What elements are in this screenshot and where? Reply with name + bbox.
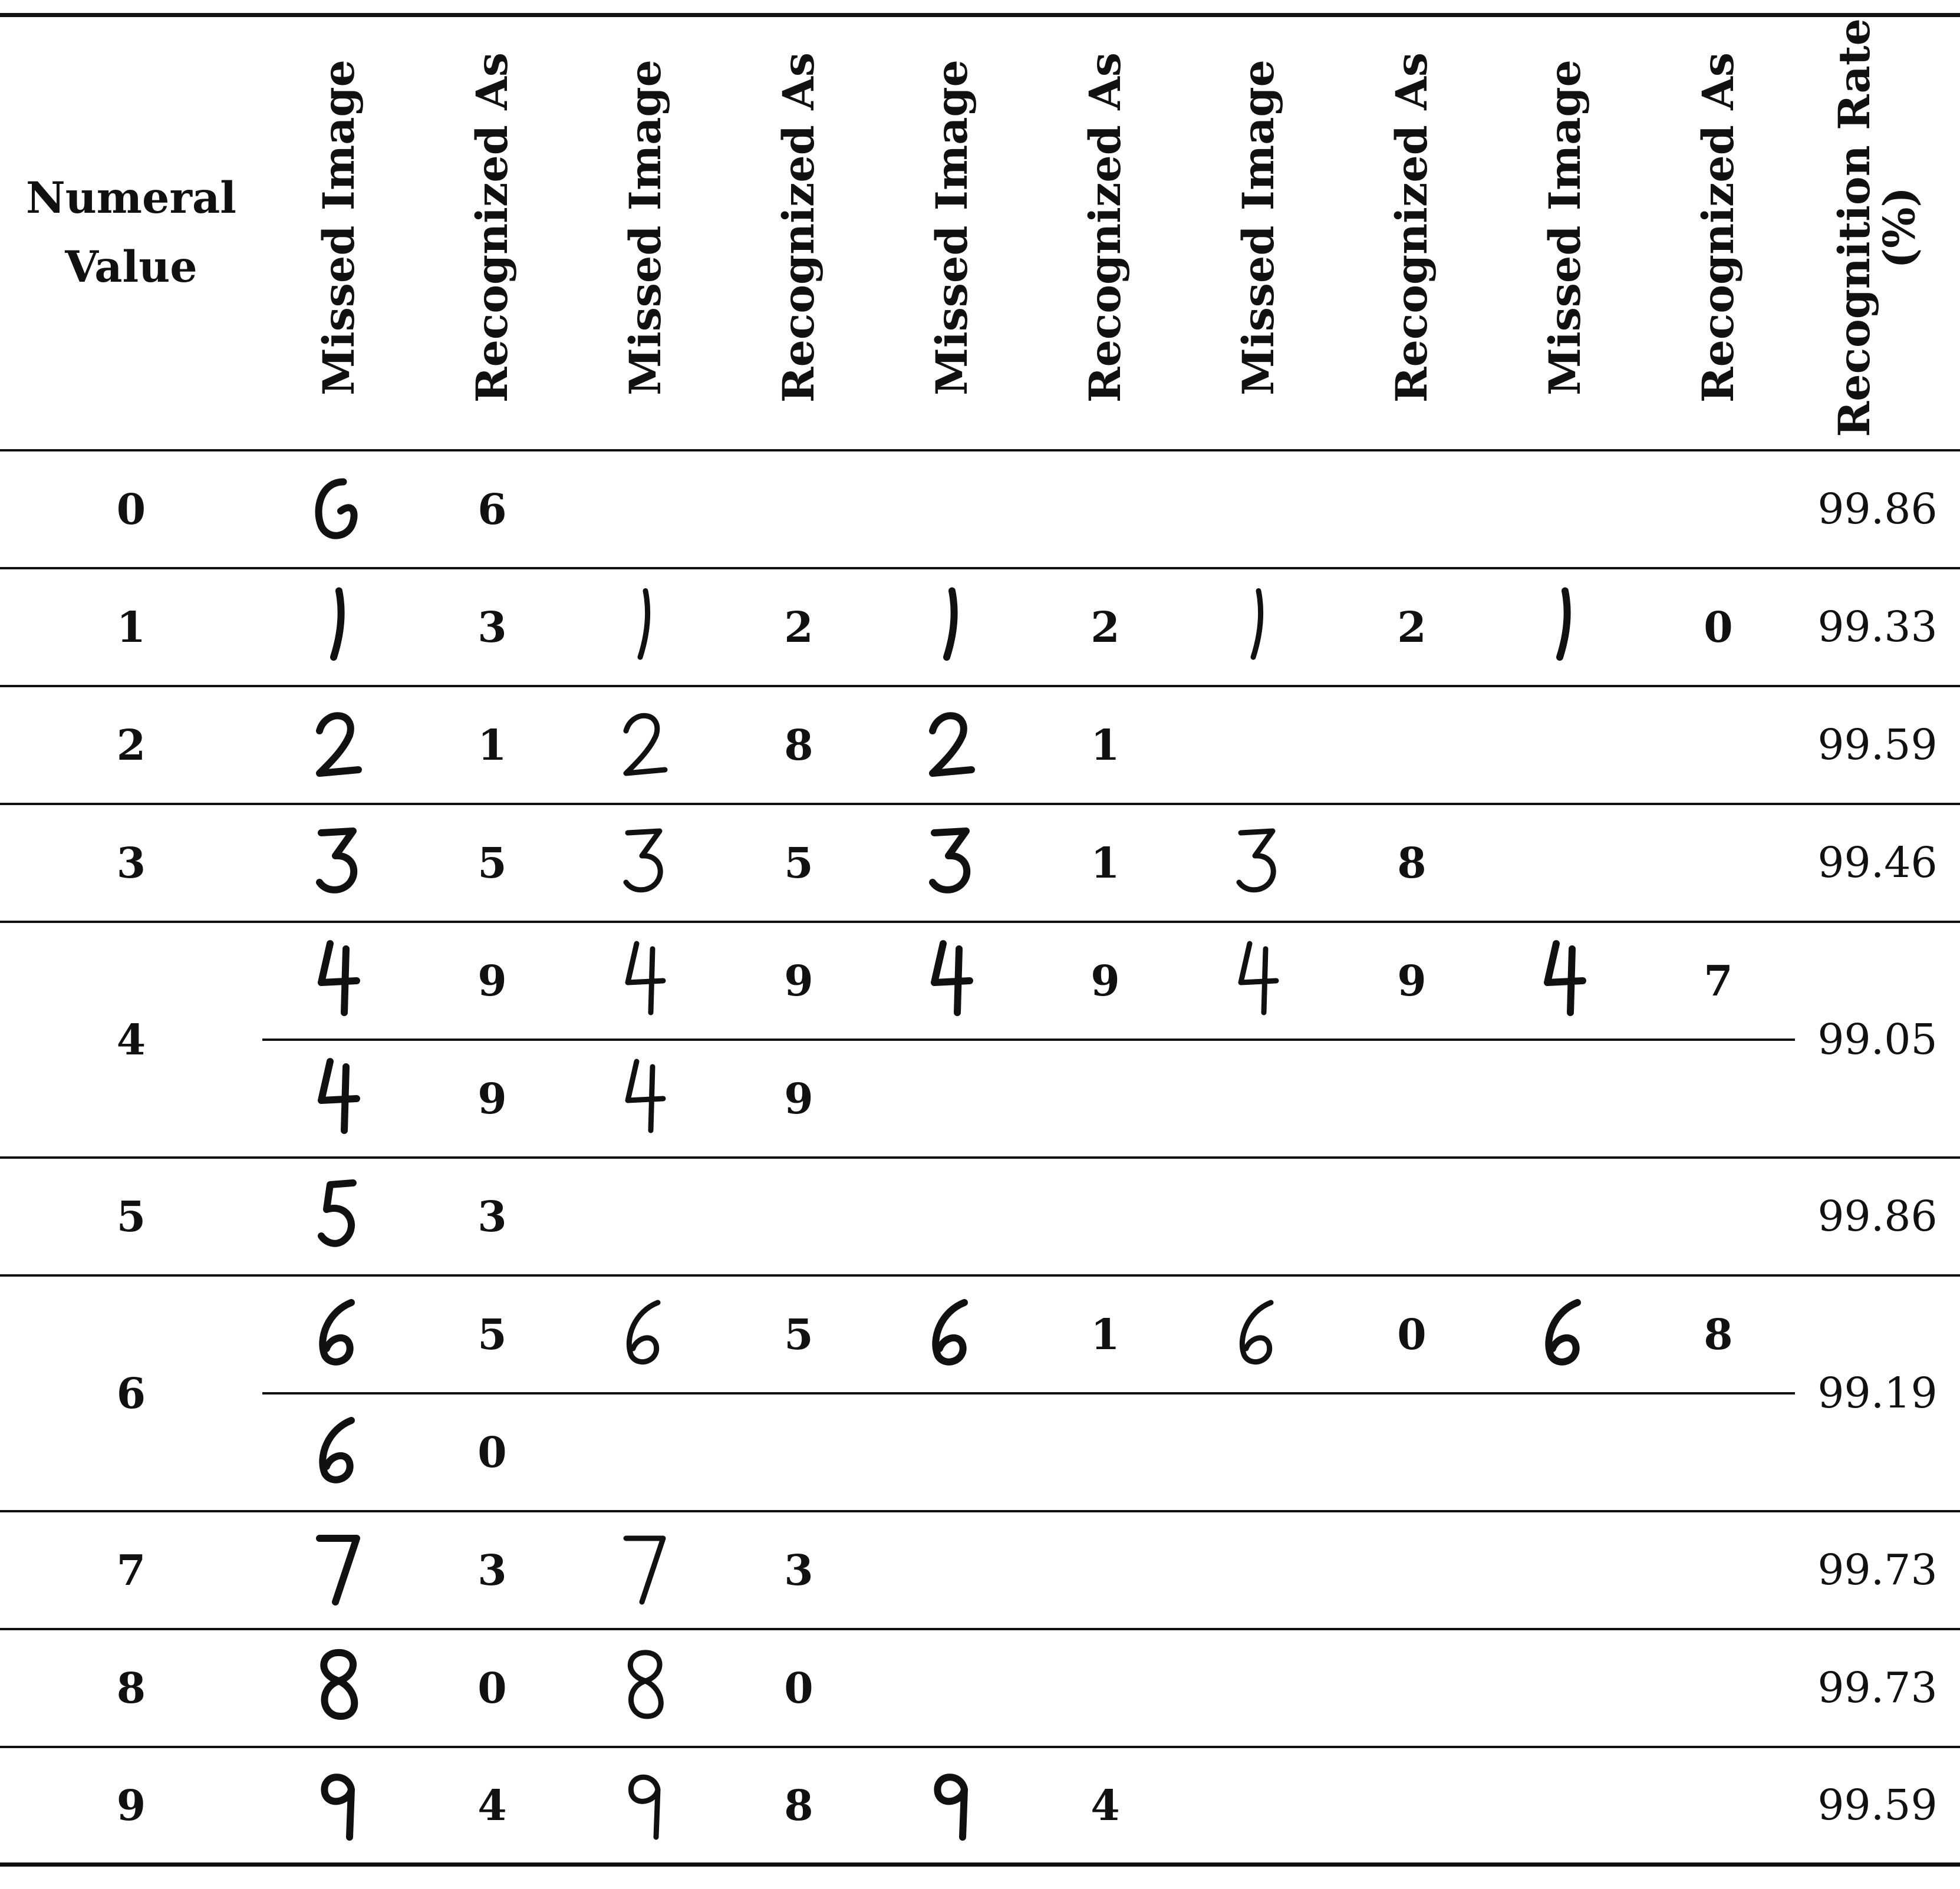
handwritten-digit-image bbox=[908, 695, 996, 784]
missed-image-cell bbox=[569, 922, 722, 1040]
numeral-value-cell: 3 bbox=[0, 804, 262, 922]
header-recognized-label: Recognized As bbox=[1079, 52, 1131, 403]
header-recognized-label: Recognized As bbox=[466, 52, 518, 403]
table-row bbox=[0, 804, 1960, 922]
recognized-as-cell: 8 bbox=[722, 686, 875, 804]
digit-stroke bbox=[324, 1653, 354, 1716]
digit-stroke bbox=[933, 831, 967, 890]
digit-stroke bbox=[1560, 591, 1567, 658]
recognized-as-cell: 5 bbox=[722, 1275, 875, 1393]
missed-image-cell bbox=[262, 1747, 416, 1865]
handwritten-digit-image bbox=[295, 1285, 383, 1373]
empty-cell bbox=[1642, 1393, 1795, 1511]
recognized-as-cell: 9 bbox=[416, 922, 569, 1040]
recognized-as-cell: 5 bbox=[416, 804, 569, 922]
handwritten-digit-image bbox=[601, 1756, 690, 1844]
recognized-as-cell: 8 bbox=[722, 1747, 875, 1865]
missed-image-cell bbox=[262, 1275, 416, 1393]
recognized-as-cell: 5 bbox=[416, 1275, 569, 1393]
handwritten-digit-image bbox=[295, 1167, 383, 1255]
empty-cell bbox=[722, 450, 875, 568]
digit-stroke bbox=[628, 1061, 663, 1130]
empty-cell bbox=[1182, 1629, 1335, 1747]
empty-cell bbox=[569, 1158, 722, 1275]
digit-stroke bbox=[319, 1538, 357, 1602]
header-recognition-rate bbox=[1795, 15, 1960, 450]
handwritten-digit-image bbox=[295, 1639, 383, 1727]
table-row bbox=[0, 450, 1960, 568]
empty-cell bbox=[1335, 1511, 1488, 1629]
empty-cell bbox=[1488, 450, 1642, 568]
missed-image-cell bbox=[569, 1629, 722, 1747]
empty-cell bbox=[1642, 450, 1795, 568]
recognized-as-cell: 0 bbox=[416, 1393, 569, 1511]
recognized-as-cell: 6 bbox=[416, 450, 569, 568]
numeral-value-cell: 0 bbox=[0, 450, 262, 568]
missed-image-cell bbox=[262, 1393, 416, 1511]
header-recognized-as-5 bbox=[1642, 15, 1795, 450]
handwritten-digit-image bbox=[601, 578, 690, 666]
missed-image-cell bbox=[262, 922, 416, 1040]
empty-cell bbox=[875, 1629, 1029, 1747]
recognized-as-cell: 2 bbox=[722, 568, 875, 686]
handwritten-digit-image bbox=[601, 695, 690, 784]
recognized-as-cell: 2 bbox=[1335, 568, 1488, 686]
digit-stroke bbox=[322, 1420, 351, 1480]
digit-stroke bbox=[1549, 1303, 1577, 1362]
recognized-as-cell: 3 bbox=[416, 1511, 569, 1629]
missed-image-cell bbox=[1182, 568, 1335, 686]
recognition-rate-cell: 99.33 bbox=[1795, 568, 1960, 686]
handwritten-digit-image bbox=[1521, 578, 1609, 666]
empty-cell bbox=[1488, 1747, 1642, 1865]
empty-cell bbox=[1642, 1040, 1795, 1158]
digit-stroke bbox=[1242, 1303, 1271, 1362]
empty-cell bbox=[1335, 1158, 1488, 1275]
empty-cell bbox=[1488, 804, 1642, 922]
header-recognized-label: Recognized As bbox=[1386, 52, 1437, 403]
digit-stroke bbox=[947, 591, 954, 658]
recognized-as-cell: 3 bbox=[722, 1511, 875, 1629]
table-row bbox=[0, 1747, 1960, 1865]
empty-cell bbox=[1642, 804, 1795, 922]
numeral-value-cell: 5 bbox=[0, 1158, 262, 1275]
empty-cell bbox=[1029, 1158, 1182, 1275]
handwritten-digit-image bbox=[908, 813, 996, 902]
digit-stroke bbox=[937, 1778, 964, 1838]
digit-stroke bbox=[933, 716, 971, 773]
handwritten-digit-image bbox=[295, 931, 383, 1020]
recognized-as-cell: 1 bbox=[416, 686, 569, 804]
missed-image-cell bbox=[1182, 922, 1335, 1040]
empty-cell bbox=[1182, 686, 1335, 804]
missed-image-cell bbox=[1182, 804, 1335, 922]
header-missed-image-5 bbox=[1488, 15, 1642, 450]
empty-cell bbox=[1182, 1393, 1335, 1511]
missed-image-cell bbox=[569, 1040, 722, 1158]
missed-image-cell bbox=[262, 1629, 416, 1747]
digit-stroke bbox=[321, 944, 357, 1013]
missed-image-cell bbox=[569, 686, 722, 804]
empty-cell bbox=[722, 1158, 875, 1275]
handwritten-digit-image bbox=[1214, 813, 1303, 902]
handwritten-digit-image bbox=[601, 813, 690, 902]
digit-stroke bbox=[1239, 831, 1273, 890]
missed-image-cell bbox=[262, 804, 416, 922]
header-missed-label: Missed Image bbox=[313, 60, 364, 396]
header-rate-label bbox=[1829, 18, 1925, 437]
header-numeral-value bbox=[0, 15, 262, 450]
recognition-rate-cell: 99.86 bbox=[1795, 450, 1960, 568]
header-missed-image-2 bbox=[569, 15, 722, 450]
missed-image-cell bbox=[1182, 1275, 1335, 1393]
header-row bbox=[0, 15, 1960, 450]
header-recognized-as-4 bbox=[1335, 15, 1488, 450]
missed-image-cell bbox=[262, 1040, 416, 1158]
empty-cell bbox=[1182, 1158, 1335, 1275]
header-recognized-as-2 bbox=[722, 15, 875, 450]
recognized-as-cell: 4 bbox=[416, 1747, 569, 1865]
missed-image-cell bbox=[569, 1511, 722, 1629]
missed-image-cell bbox=[875, 804, 1029, 922]
digit-stroke bbox=[319, 482, 354, 536]
handwritten-digit-image bbox=[295, 1756, 383, 1844]
recognized-as-cell: 5 bbox=[722, 804, 875, 922]
header-missed-label: Missed Image bbox=[1539, 60, 1590, 396]
digit-stroke bbox=[640, 591, 648, 658]
header-missed-image-1 bbox=[262, 15, 416, 450]
empty-cell bbox=[1182, 1040, 1335, 1158]
digit-stroke bbox=[1547, 944, 1583, 1013]
digit-stroke bbox=[322, 1303, 351, 1362]
empty-cell bbox=[569, 1393, 722, 1511]
digit-stroke bbox=[628, 944, 663, 1013]
empty-cell bbox=[1642, 1747, 1795, 1865]
handwritten-digit-image bbox=[601, 1049, 690, 1138]
recognized-as-cell: 4 bbox=[1029, 1747, 1182, 1865]
digit-stroke bbox=[321, 1061, 357, 1130]
empty-cell bbox=[1642, 1511, 1795, 1629]
digit-stroke bbox=[631, 1778, 658, 1838]
empty-cell bbox=[1488, 1393, 1642, 1511]
numeral-value-cell: 8 bbox=[0, 1629, 262, 1747]
header-missed-label: Missed Image bbox=[620, 60, 671, 396]
empty-cell bbox=[875, 1040, 1029, 1158]
empty-cell bbox=[1182, 450, 1335, 568]
handwritten-digit-image bbox=[601, 1285, 690, 1373]
recognized-as-cell: 9 bbox=[722, 922, 875, 1040]
empty-cell bbox=[1488, 686, 1642, 804]
empty-cell bbox=[1488, 1629, 1642, 1747]
recognition-rate-cell: 99.73 bbox=[1795, 1629, 1960, 1747]
digit-stroke bbox=[935, 1303, 964, 1362]
digit-stroke bbox=[319, 716, 358, 773]
numeral-value-cell: 1 bbox=[0, 568, 262, 686]
empty-cell bbox=[1642, 1158, 1795, 1275]
missed-image-cell bbox=[875, 568, 1029, 686]
recognized-as-cell: 1 bbox=[1029, 804, 1182, 922]
handwritten-digit-image bbox=[908, 1285, 996, 1373]
handwritten-digit-image bbox=[295, 813, 383, 902]
handwritten-digit-image bbox=[1521, 1285, 1609, 1373]
empty-cell bbox=[875, 1158, 1029, 1275]
header-missed-image-4 bbox=[1182, 15, 1335, 450]
table-row bbox=[0, 1040, 1960, 1158]
digit-stroke bbox=[324, 1778, 351, 1838]
numeral-value-cell: 2 bbox=[0, 686, 262, 804]
digit-stroke bbox=[629, 1303, 658, 1362]
table-row bbox=[0, 1629, 1960, 1747]
table-row bbox=[0, 1275, 1960, 1393]
header-rate-line1: Recognition Rate bbox=[1829, 18, 1880, 437]
header-numeral-line1: Numeral bbox=[26, 173, 236, 224]
missed-image-cell bbox=[262, 686, 416, 804]
digit-stroke bbox=[319, 831, 354, 890]
recognized-as-cell: 2 bbox=[1029, 568, 1182, 686]
header-missed-label: Missed Image bbox=[1233, 60, 1284, 396]
header-missed-label: Missed Image bbox=[926, 60, 977, 396]
handwritten-digit-image bbox=[908, 931, 996, 1020]
handwritten-digit-image bbox=[601, 1521, 690, 1609]
recognized-as-cell: 0 bbox=[1642, 568, 1795, 686]
recognized-as-cell: 8 bbox=[1642, 1275, 1795, 1393]
missed-image-cell bbox=[875, 922, 1029, 1040]
missed-image-cell bbox=[262, 1511, 416, 1629]
handwritten-digit-image bbox=[908, 1756, 996, 1844]
digit-stroke bbox=[626, 716, 665, 773]
table-header bbox=[0, 15, 1960, 450]
empty-cell bbox=[1488, 1158, 1642, 1275]
missed-image-cell bbox=[875, 686, 1029, 804]
recognition-rate-cell: 99.59 bbox=[1795, 1747, 1960, 1865]
missed-image-cell bbox=[1488, 568, 1642, 686]
numeral-value-cell: 7 bbox=[0, 1511, 262, 1629]
empty-cell bbox=[875, 1393, 1029, 1511]
handwritten-digit-image bbox=[1214, 578, 1303, 666]
recognized-as-cell: 0 bbox=[1335, 1275, 1488, 1393]
empty-cell bbox=[1642, 1629, 1795, 1747]
digit-stroke bbox=[934, 944, 970, 1013]
recognized-as-cell: 9 bbox=[722, 1040, 875, 1158]
header-recognized-label: Recognized As bbox=[1692, 52, 1744, 403]
recognized-as-cell: 9 bbox=[416, 1040, 569, 1158]
handwritten-digit-image bbox=[295, 460, 383, 548]
empty-cell bbox=[1029, 1393, 1182, 1511]
empty-cell bbox=[1335, 1393, 1488, 1511]
missed-image-cell bbox=[262, 1158, 416, 1275]
recognized-as-cell: 9 bbox=[1029, 922, 1182, 1040]
missed-image-cell bbox=[262, 568, 416, 686]
missed-image-cell bbox=[569, 1747, 722, 1865]
header-missed-image-3 bbox=[875, 15, 1029, 450]
empty-cell bbox=[1029, 1040, 1182, 1158]
empty-cell bbox=[1335, 1629, 1488, 1747]
recognized-as-cell: 9 bbox=[1335, 922, 1488, 1040]
empty-cell bbox=[1335, 686, 1488, 804]
recognized-as-cell: 3 bbox=[416, 1158, 569, 1275]
handwritten-digit-image bbox=[295, 695, 383, 784]
missed-images-table bbox=[0, 13, 1960, 1867]
missed-image-cell bbox=[262, 450, 416, 568]
missed-image-cell bbox=[569, 804, 722, 922]
numeral-value-cell: 4 bbox=[0, 922, 262, 1158]
empty-cell bbox=[569, 450, 722, 568]
numeral-value-cell: 9 bbox=[0, 1747, 262, 1865]
recognized-as-cell: 0 bbox=[722, 1629, 875, 1747]
missed-image-cell bbox=[569, 1275, 722, 1393]
empty-cell bbox=[875, 1511, 1029, 1629]
empty-cell bbox=[875, 450, 1029, 568]
header-rate-line2: (%) bbox=[1875, 187, 1925, 269]
digit-stroke bbox=[1253, 591, 1261, 658]
empty-cell bbox=[1182, 1747, 1335, 1865]
missed-image-cell bbox=[875, 1747, 1029, 1865]
handwritten-digit-image bbox=[295, 1521, 383, 1609]
digit-stroke bbox=[626, 1538, 663, 1602]
empty-cell bbox=[1488, 1511, 1642, 1629]
handwritten-digit-image bbox=[1521, 931, 1609, 1020]
digit-stroke bbox=[630, 1653, 661, 1716]
empty-cell bbox=[1029, 1511, 1182, 1629]
recognized-as-cell: 7 bbox=[1642, 922, 1795, 1040]
empty-cell bbox=[722, 1393, 875, 1511]
handwritten-digit-image bbox=[1214, 931, 1303, 1020]
empty-cell bbox=[1029, 1629, 1182, 1747]
handwritten-digit-image bbox=[295, 1403, 383, 1491]
missed-image-cell bbox=[1488, 1275, 1642, 1393]
recognition-rate-cell: 99.73 bbox=[1795, 1511, 1960, 1629]
recognized-as-cell: 8 bbox=[1335, 804, 1488, 922]
handwritten-digit-image bbox=[295, 578, 383, 666]
recognition-rate-cell: 99.46 bbox=[1795, 804, 1960, 922]
header-numeral-line2: Value bbox=[65, 242, 197, 293]
recognition-rate-cell: 99.86 bbox=[1795, 1158, 1960, 1275]
recognized-as-cell: 3 bbox=[416, 568, 569, 686]
header-recognized-as-1 bbox=[416, 15, 569, 450]
digit-stroke bbox=[1241, 944, 1276, 1013]
missed-image-cell bbox=[875, 1275, 1029, 1393]
table-row bbox=[0, 686, 1960, 804]
header-recognized-label: Recognized As bbox=[773, 52, 824, 403]
table-row bbox=[0, 1511, 1960, 1629]
empty-cell bbox=[1335, 1040, 1488, 1158]
header-recognized-as-3 bbox=[1029, 15, 1182, 450]
empty-cell bbox=[1335, 1747, 1488, 1865]
empty-cell bbox=[1335, 450, 1488, 568]
handwritten-digit-image bbox=[1214, 1285, 1303, 1373]
empty-cell bbox=[1182, 1511, 1335, 1629]
table-row bbox=[0, 922, 1960, 1040]
recognition-rate-cell: 99.19 bbox=[1795, 1275, 1960, 1511]
table-row bbox=[0, 568, 1960, 686]
empty-cell bbox=[1029, 450, 1182, 568]
recognition-rate-cell: 99.05 bbox=[1795, 922, 1960, 1158]
digit-stroke bbox=[321, 1183, 353, 1244]
handwritten-digit-image bbox=[908, 578, 996, 666]
table-body bbox=[0, 450, 1960, 1865]
digit-stroke bbox=[626, 831, 660, 890]
handwritten-digit-image bbox=[295, 1049, 383, 1138]
missed-image-cell bbox=[569, 568, 722, 686]
digit-stroke bbox=[334, 591, 341, 658]
table-row bbox=[0, 1393, 1960, 1511]
recognized-as-cell: 1 bbox=[1029, 686, 1182, 804]
empty-cell bbox=[1488, 1040, 1642, 1158]
recognition-rate-cell: 99.59 bbox=[1795, 686, 1960, 804]
empty-cell bbox=[1642, 686, 1795, 804]
missed-image-cell bbox=[1488, 922, 1642, 1040]
handwritten-digit-image bbox=[601, 1639, 690, 1727]
recognized-as-cell: 0 bbox=[416, 1629, 569, 1747]
numeral-value-cell: 6 bbox=[0, 1275, 262, 1511]
handwritten-digit-image bbox=[601, 931, 690, 1020]
table-row bbox=[0, 1158, 1960, 1275]
recognized-as-cell: 1 bbox=[1029, 1275, 1182, 1393]
